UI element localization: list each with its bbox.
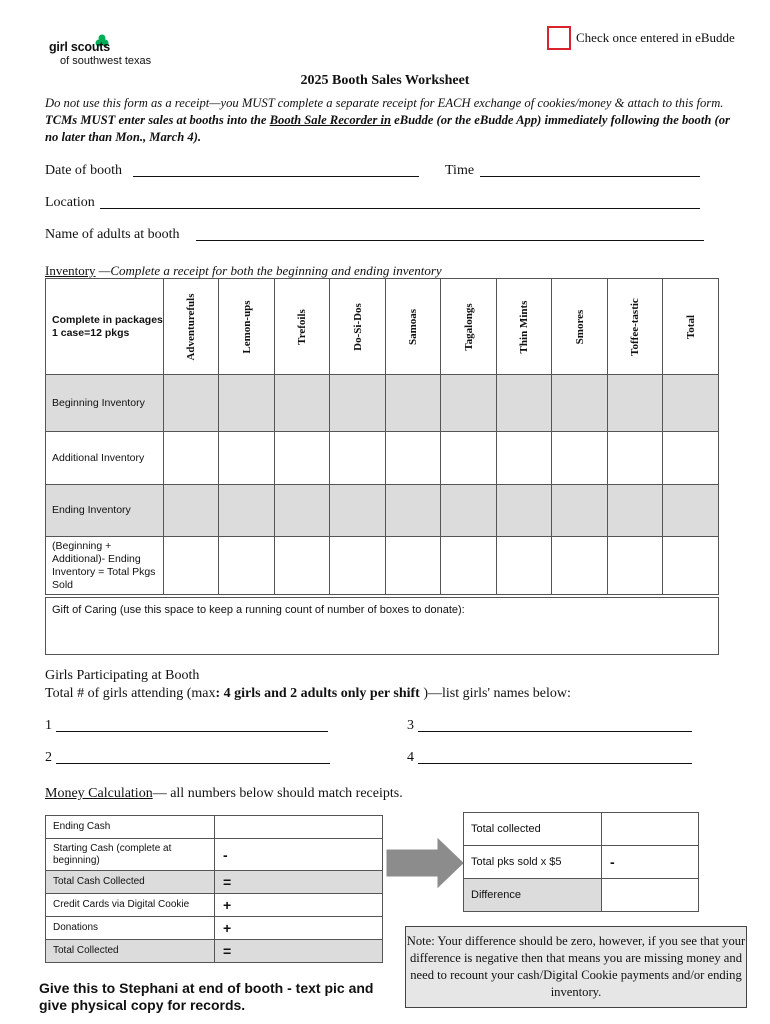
cell[interactable] (274, 485, 330, 537)
girl-number-2: 2 (45, 750, 52, 765)
cell[interactable] (219, 485, 275, 537)
row-label-additional: Additional Inventory (46, 432, 164, 485)
cell[interactable] (274, 375, 330, 432)
col-trefoils: Trefoils (274, 279, 330, 375)
cell[interactable] (607, 485, 663, 537)
money-label: Ending Cash (46, 816, 215, 839)
booth-sale-recorder-link: Booth Sale Recorder in (269, 113, 392, 127)
cell[interactable] (552, 432, 608, 485)
adults-label: Name of adults at booth (45, 227, 180, 242)
money-calculation-table (45, 815, 383, 963)
difference-label: Total collected (464, 813, 602, 846)
cell[interactable] (496, 485, 552, 537)
difference-label: Total pks sold x $5 (464, 846, 602, 879)
cell[interactable] (330, 485, 386, 537)
cell[interactable] (219, 375, 275, 432)
cell[interactable] (496, 375, 552, 432)
col-adventurefuls: Adventurefuls (163, 279, 219, 375)
table-row (46, 940, 383, 963)
table-row (46, 537, 719, 595)
col-thin-mints: Thin Mints (496, 279, 552, 375)
cell[interactable] (607, 375, 663, 432)
table-row (46, 816, 383, 839)
difference-value[interactable]: - (602, 846, 699, 879)
col-toffee-tastic: Toffee-tastic (607, 279, 663, 375)
location-label: Location (45, 195, 95, 210)
cell[interactable] (385, 485, 441, 537)
money-label: Credit Cards via Digital Cookie (46, 894, 215, 917)
table-row (46, 839, 383, 871)
col-tagalongs: Tagalongs (441, 279, 497, 375)
give-instructions: Give this to Stephani at end of booth - text pic and give physical copy for records. (39, 980, 374, 1013)
cell[interactable] (607, 432, 663, 485)
date-label: Date of booth (45, 163, 122, 178)
cell[interactable] (441, 537, 497, 595)
difference-table (463, 812, 699, 912)
cell[interactable] (163, 375, 219, 432)
cell[interactable] (663, 537, 719, 595)
money-section-title: Money Calculation— all numbers below should match receipts. (45, 786, 403, 801)
money-label: Total Collected (46, 940, 215, 963)
girls-instructions: Total # of girls attending (max: 4 girls and 2 adults only per shift )—list girls' names below: (45, 686, 571, 701)
table-row (46, 871, 383, 894)
instructions-part2: TCMs MUST enter sales at booths into the Booth Sale Recorder in eBudde (or the eBudde App) immediately following the booth (or no later than Mon., March 4). (45, 113, 730, 144)
cell[interactable] (219, 432, 275, 485)
difference-value[interactable] (602, 813, 699, 846)
cell[interactable] (552, 537, 608, 595)
date-field[interactable] (133, 176, 419, 177)
cell[interactable] (274, 432, 330, 485)
money-value[interactable] (215, 816, 383, 839)
cell[interactable] (663, 432, 719, 485)
cell[interactable] (330, 432, 386, 485)
table-row (464, 879, 699, 912)
row-label-beginning: Beginning Inventory (46, 375, 164, 432)
location-field[interactable] (100, 208, 700, 209)
difference-value[interactable] (602, 879, 699, 912)
money-value[interactable]: = (215, 940, 383, 963)
girl-number-3: 3 (407, 718, 414, 733)
cell[interactable] (496, 537, 552, 595)
girl-name-field-4[interactable] (418, 763, 692, 764)
cell[interactable] (441, 375, 497, 432)
gift-of-caring-label: Gift of Caring (use this space to keep a running count of number of boxes to donate): (52, 604, 465, 616)
cell[interactable] (607, 537, 663, 595)
cell[interactable] (663, 485, 719, 537)
money-value[interactable]: + (215, 894, 383, 917)
cell[interactable] (663, 375, 719, 432)
girl-name-field-2[interactable] (56, 763, 330, 764)
cell[interactable] (385, 537, 441, 595)
col-do-si-dos: Do-Si-Dos (330, 279, 386, 375)
cell[interactable] (441, 432, 497, 485)
row-label-total-sold: (Beginning + Additional)- Ending Inventory = Total Pkgs Sold (46, 537, 164, 595)
ebudde-checkbox-label: Check once entered in eBudde (576, 30, 735, 45)
cell[interactable] (552, 485, 608, 537)
table-row (46, 375, 719, 432)
girls-section-title: Girls Participating at Booth (45, 668, 200, 683)
logo-text: girl scouts (49, 40, 111, 54)
table-row (46, 432, 719, 485)
money-value[interactable]: = (215, 871, 383, 894)
cell[interactable] (441, 485, 497, 537)
money-value[interactable]: + (215, 917, 383, 940)
instructions-part1: Do not use this form as a receipt—you MUST complete a separate receipt for EACH exchange of cookies/money & attach to this form. (45, 96, 724, 110)
inventory-table (45, 278, 719, 595)
girl-number-4: 4 (407, 750, 414, 765)
inventory-corner-label: Complete in packages 1 case=12 pkgs (46, 279, 164, 375)
col-total: Total (663, 279, 719, 375)
cell[interactable] (163, 432, 219, 485)
table-row (46, 894, 383, 917)
table-row (46, 485, 719, 537)
inventory-heading: Inventory —Complete a receipt for both the beginning and ending inventory (45, 263, 442, 278)
row-label-ending: Ending Inventory (46, 485, 164, 537)
logo-subtext: of southwest texas (60, 55, 152, 67)
table-row (46, 917, 383, 940)
cell[interactable] (330, 375, 386, 432)
ebudde-entered-checkbox[interactable] (547, 26, 571, 50)
col-lemon-ups: Lemon-ups (219, 279, 275, 375)
cell[interactable] (274, 537, 330, 595)
instructions (45, 95, 730, 146)
girl-name-field-3[interactable] (418, 731, 692, 732)
difference-label: Difference (464, 879, 602, 912)
table-row (464, 846, 699, 879)
table-row (464, 813, 699, 846)
col-smores: Smores (552, 279, 608, 375)
money-label: Starting Cash (complete at beginning) (46, 839, 215, 871)
arrow-right-icon (386, 838, 464, 888)
cell[interactable] (163, 485, 219, 537)
col-samoas: Samoas (385, 279, 441, 375)
cell[interactable] (385, 432, 441, 485)
adults-field[interactable] (196, 240, 704, 241)
cell[interactable] (385, 375, 441, 432)
money-value[interactable]: - (215, 839, 383, 871)
cell[interactable] (552, 375, 608, 432)
girl-number-1: 1 (45, 718, 52, 733)
note-box: Note: Your difference should be zero, however, if you see that your difference is negative then that means you are missing money and need to recount your cash/Digital Cookie payments and/or ending inventory. (405, 926, 747, 1008)
girl-name-field-1[interactable] (56, 731, 328, 732)
time-field[interactable] (480, 176, 700, 177)
cell[interactable] (496, 432, 552, 485)
cell[interactable] (163, 537, 219, 595)
page-title: 2025 Booth Sales Worksheet (300, 73, 470, 88)
money-label: Donations (46, 917, 215, 940)
money-label: Total Cash Collected (46, 871, 215, 894)
time-label: Time (445, 163, 475, 178)
cell[interactable] (330, 537, 386, 595)
cell[interactable] (219, 537, 275, 595)
